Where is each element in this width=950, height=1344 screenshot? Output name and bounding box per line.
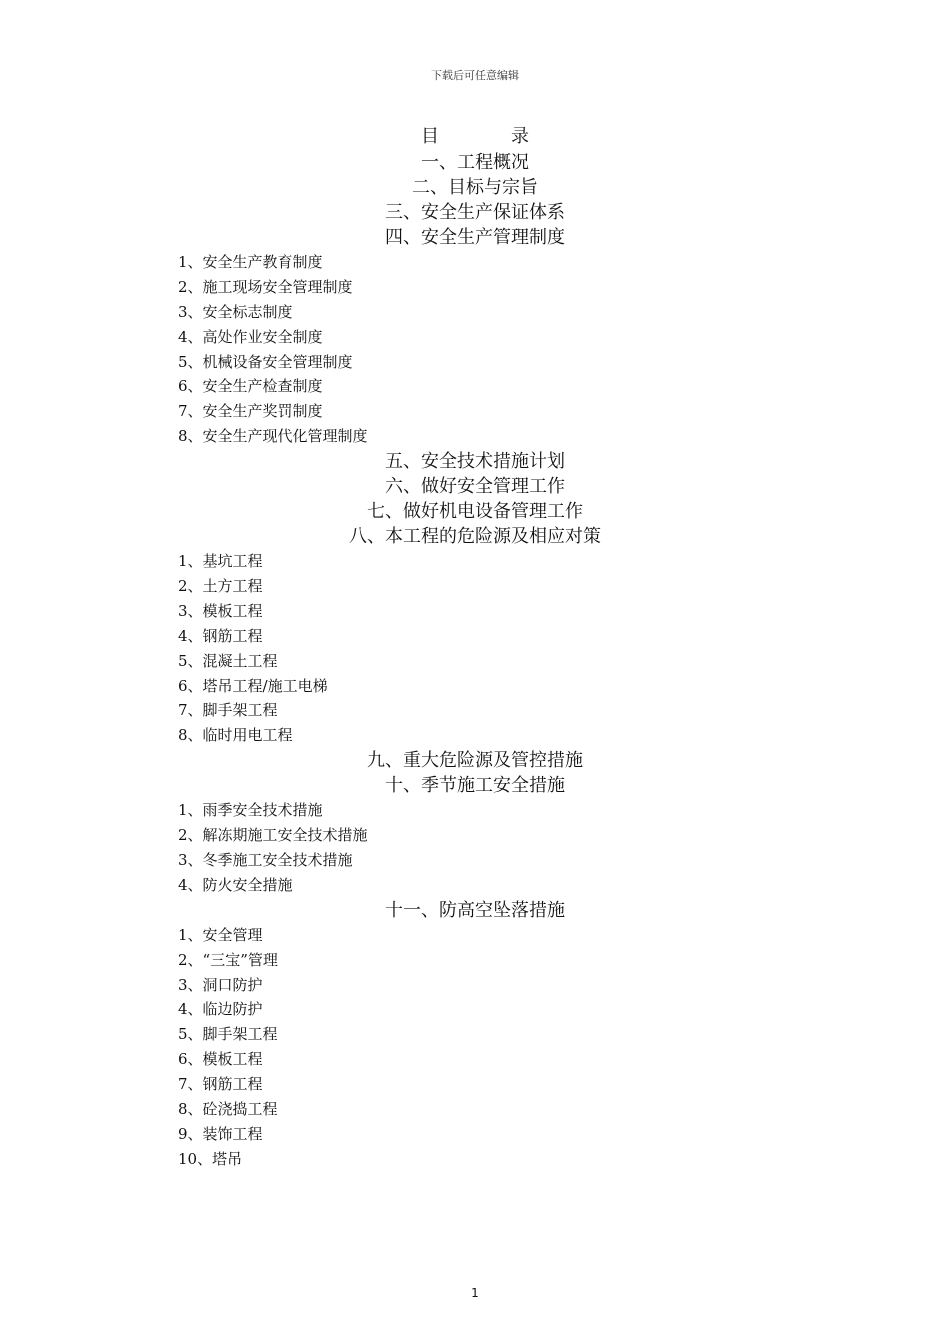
section-heading: 一、工程概况 [421,152,529,173]
toc-item: 6、安全生产检查制度 [178,377,323,396]
toc-item: 4、钢筋工程 [178,626,263,645]
toc-title-char-2: 录 [511,126,529,147]
page-number: 1 [471,1286,479,1300]
toc-item: 8、临时用电工程 [178,726,293,745]
toc-item: 1、安全管理 [178,925,263,944]
toc-item: 2、土方工程 [178,577,263,596]
header-note: 下载后可任意编辑 [431,69,519,82]
toc-item: 2、解冻期施工安全技术措施 [178,826,368,845]
toc-item: 1、安全生产教育制度 [178,253,323,271]
section-heading: 五、安全技术措施计划 [385,451,565,473]
toc-title [0,124,950,150]
toc-item: 4、高处作业安全制度 [178,327,323,346]
toc-item: 6、塔吊工程/施工电梯 [178,676,328,695]
section-heading: 四、安全生产管理制度 [385,227,565,248]
toc-item: 9、装饰工程 [178,1124,263,1143]
toc-item: 1、基坑工程 [178,552,263,571]
section-heading: 六、做好安全管理工作 [385,476,565,498]
toc-item: 3、冬季施工安全技术措施 [178,851,353,870]
section-heading: 十一、防高空坠落措施 [385,899,565,921]
toc-item: 6、模板工程 [178,1050,263,1069]
section-heading: 七、做好机电设备管理工作 [367,501,583,523]
toc-body [0,150,950,1172]
toc-item: 7、安全生产奖罚制度 [178,402,323,421]
section-heading: 九、重大危险源及管控措施 [367,750,583,772]
section-heading: 三、安全生产保证体系 [385,202,565,223]
section-heading: 二、目标与宗旨 [412,177,538,198]
toc-item: 8、安全生产现代化管理制度 [178,427,368,446]
toc-item: 7、钢筋工程 [178,1075,263,1094]
toc-item: 7、脚手架工程 [178,701,278,720]
toc-item: 2、“三宝”管理 [178,950,278,969]
section-heading: 八、本工程的危险源及相应对策 [349,526,601,548]
toc-item: 2、施工现场安全管理制度 [178,277,353,296]
toc-item: 3、模板工程 [178,601,263,620]
toc-item: 1、雨季安全技术措施 [178,801,323,820]
toc-item: 5、脚手架工程 [178,1025,278,1044]
toc-item: 3、安全标志制度 [178,302,293,321]
toc-title-char-1: 目 [421,126,439,147]
toc-item: 4、临边防护 [178,1000,263,1019]
toc-item: 5、机械设备安全管理制度 [178,352,353,371]
table-of-contents [0,124,950,1172]
toc-item: 5、混凝土工程 [178,651,278,670]
toc-item: 4、防火安全措施 [178,875,293,894]
section-heading: 十、季节施工安全措施 [385,775,565,797]
toc-item: 8、砼浇捣工程 [178,1100,278,1119]
toc-item: 3、洞口防护 [178,975,263,994]
toc-item: 10、塔吊 [178,1149,243,1168]
